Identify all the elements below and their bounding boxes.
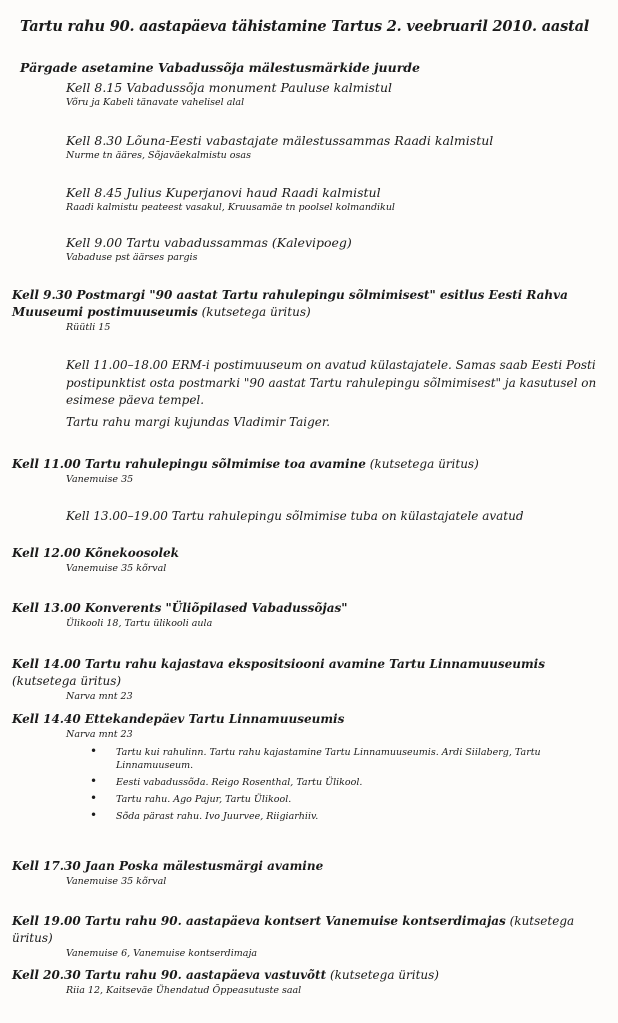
list-item: • Tartu rahu. Ago Pajur, Tartu Ülikool.: [90, 793, 570, 806]
item-text: Vabadussõja monument Pauluse kalmistul: [126, 80, 393, 95]
event-title: Kell 14.00 Tartu rahu kajastava ekspositsiooni avamine Tartu Linnamuuseumis: [12, 657, 545, 671]
event-location: Vanemuise 35 kõrval: [66, 563, 167, 574]
stamp-designer: Tartu rahu margi kujundas Vladimir Taiger.: [66, 415, 331, 429]
event-title: Kell 20.30 Tartu rahu 90. aastapäeva vastuvõtt: [12, 968, 327, 982]
event-note: (kutsetega üritus): [12, 914, 575, 945]
wreath-item: [66, 184, 395, 214]
event-location: Vanemuise 6, Vanemuise kontserdimaja: [66, 948, 258, 959]
event-location: Narva mnt 23: [66, 691, 133, 702]
list-item: • Tartu kui rahulinn. Tartu rahu kajastamine Tartu Linnamuuseumis. Ardi Siilaberg, Tartu Linnamuuseum.: [90, 746, 570, 772]
event-title: Kell 12.00 Kõnekoosolek: [12, 546, 179, 560]
list-item: • Sõda pärast rahu. Ivo Juurvee, Riigiarhiiv.: [90, 810, 570, 823]
item-text: Julius Kuperjanovi haud Raadi kalmistul: [126, 185, 381, 200]
museum-open-paragraph: Kell 11.00–18.00 ERM-i postimuuseum on avatud külastajatele. Samas saab Eesti Posti postipunktist osta postmarki "90 aastat Tartu rahulepingu sõlmimisest" ja kasutusel on esimese päeva tempel.: [66, 358, 597, 407]
event-title: Kell 9.30 Postmargi "90 aastat Tartu rahulepingu sõlmimisest" esitlus Eesti Rahva Muuseumi postimuuseumis: [12, 288, 568, 319]
item-time: Kell 8.30: [66, 133, 123, 148]
list-item: • Eesti vabadussõda. Reigo Rosenthal, Tartu Ülikool.: [90, 776, 570, 789]
item-text: Tartu vabadussammas (Kalevipoeg): [126, 235, 352, 250]
event-concert: [12, 913, 612, 960]
item-location: Nurme tn ääres, Sõjaväekalmistu osas: [66, 150, 251, 161]
event-meeting: [12, 545, 612, 575]
event-note: (kutsetega üritus): [326, 968, 439, 982]
wreath-item: [66, 79, 392, 109]
event-title: Kell 17.30 Jaan Poska mälestusmärgi avamine: [12, 859, 324, 873]
item-time: Kell 8.45: [66, 185, 123, 200]
event-reception: [12, 967, 612, 997]
event-poska-memorial: [12, 858, 612, 888]
item-time: Kell 8.15: [66, 80, 123, 95]
wreath-item: [66, 234, 352, 264]
wreath-section-heading: Pärgade asetamine Vabadussõja mälestusmärkide juurde: [20, 60, 420, 75]
event-title: Kell 14.40 Ettekandepäev Tartu Linnamuuseumis: [12, 712, 345, 726]
event-title: Kell 11.00 Tartu rahulepingu sõlmimise toa avamine: [12, 457, 366, 471]
treaty-room-hours: Kell 13.00–19.00 Tartu rahulepingu sõlmimise tuba on külastajatele avatud: [66, 509, 524, 523]
event-location: Riia 12, Kaitseväe Ühendatud Õppeasutuste saal: [66, 985, 302, 996]
event-location: Vanemuise 35 kõrval: [66, 876, 167, 887]
item-location: Raadi kalmistu peateest vasakul, Kruusamäe tn poolsel kolmandikul: [66, 202, 395, 213]
event-location: Narva mnt 23: [66, 729, 133, 740]
event-note: (kutsetega üritus): [197, 305, 311, 319]
event-location: Rüütli 15: [66, 322, 111, 333]
event-exposition-opening: [12, 656, 612, 703]
event-location: Vanemuise 35: [66, 474, 134, 485]
item-location: Vabaduse pst äärses pargis: [66, 252, 198, 263]
event-presentation-day: [12, 711, 612, 741]
event-title: Kell 19.00 Tartu rahu 90. aastapäeva kontsert Vanemuise kontserdimajas: [12, 914, 506, 928]
wreath-item: [66, 132, 493, 162]
event-treaty-room-opening: [12, 456, 612, 486]
event-stamp-presentation: [12, 287, 608, 334]
event-note: (kutsetega üritus): [365, 457, 479, 471]
item-time: Kell 9.00: [66, 235, 123, 250]
event-title: Kell 13.00 Konverents "Üliõpilased Vabadussõjas": [12, 601, 348, 615]
event-conference: [12, 600, 612, 630]
item-location: Võru ja Kabeli tänavate vahelisel alal: [66, 97, 245, 108]
item-text: Lõuna-Eesti vabastajate mälestussammas Raadi kalmistul: [126, 133, 494, 148]
event-location: Ülikooli 18, Tartu ülikooli aula: [66, 618, 213, 629]
event-note: (kutsetega üritus): [12, 674, 122, 688]
presentation-list: [90, 746, 570, 827]
document-title: Tartu rahu 90. aastapäeva tähistamine Tartus 2. veebruaril 2010. aastal: [20, 18, 590, 35]
